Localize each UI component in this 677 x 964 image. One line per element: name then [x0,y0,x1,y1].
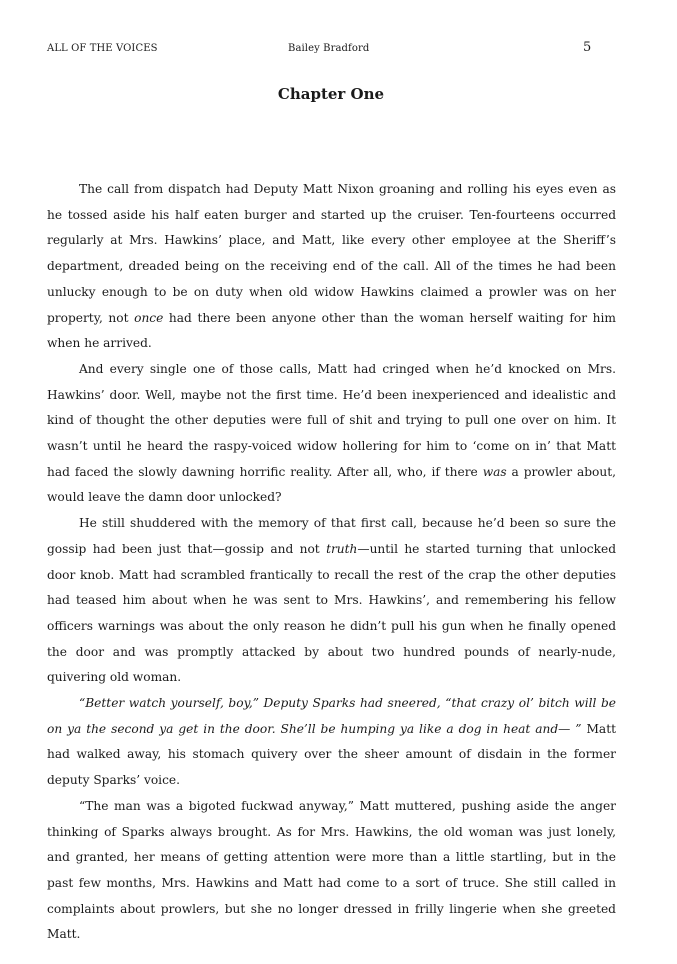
page-number: 5 [583,40,592,55]
text-segment: The call from dispatch had Deputy Matt Nixon groaning and rolling his eyes even as he tossed aside his half eaten burger and started up the cruiser. Ten-fourteens occurred regularly at Mrs. Hawkins’ place, and Matt, like every other employee at the Sheriff’s department, dreaded being on the receiving end of the call. All of the times he had been unlucky enough to be on duty when old widow Hawkins claimed a prowler was on her property, not [47,182,616,325]
text-segment: He still shuddered with the memory of that first call, because he’d been so sure the gossip had been just that—gossip and not [47,516,616,556]
text-segment: And every single one of those calls, Matt had cringed when he’d knocked on Mrs. Hawkins’ door. Well, maybe not the first time. He’d been inexperienced and idealistic and kind of thought the other deputies were full of shit and trying to pull one over on him. It wasn’t until he heard the raspy-voiced widow hollering for him to ‘come on in’ that Matt had faced the slowly dawning horrific reality. After all, who, if there [47,361,616,479]
paragraph [47,177,616,357]
text-segment: Matt had walked away, his stomach quivery over the sheer amount of disdain in the former deputy Sparks’ voice. [47,721,616,788]
running-header [47,40,627,59]
paragraph [47,794,616,948]
chapter-body [47,177,616,948]
text-segment: “The man was a bigoted fuckwad anyway,” Matt muttered, pushing aside the anger thinking of Sparks always brought. As for Mrs. Hawkins, the old woman was just lonely, and granted, her means of getting attention were more than a little startling, but in the past few months, Mrs. Hawkins and Matt had come to a sort of truce. She still called in complaints about prowlers, but she no longer dressed in frilly lingerie when she greeted Matt. [47,798,616,942]
text-segment: had there been anyone other than the woman herself waiting for him when he arrived. [47,310,616,351]
paragraph [47,691,616,794]
author-name: Bailey Bradford [288,43,370,54]
emphasis-segment: once [134,310,164,325]
paragraph [47,357,616,511]
text-segment: a prowler about, would leave the damn door unlocked? [47,464,616,505]
chapter-title: Chapter One [277,85,385,103]
book-title: ALL OF THE VOICES [47,43,158,54]
text-segment: —until he started turning that unlocked door knob. Matt had scrambled frantically to recall the rest of the crap the other deputies had teased him about when he was sent to Mrs. Hawkins’, and remembering his fellow officers warnings was about the only reason he didn’t pull his gun when he finally opened the door and was promptly attacked by about two hundred pounds of nearly-nude, quivering old woman. [47,541,617,685]
paragraph [47,511,616,691]
emphasis-segment: “Better watch yourself, boy,” Deputy Sparks had sneered, “that crazy ol’ bitch will be on ya the second ya get in the door. She’ll be humping ya like a dog in heat and— ” [47,696,616,736]
emphasis-segment: truth [326,541,358,556]
emphasis-segment: was [482,464,507,479]
